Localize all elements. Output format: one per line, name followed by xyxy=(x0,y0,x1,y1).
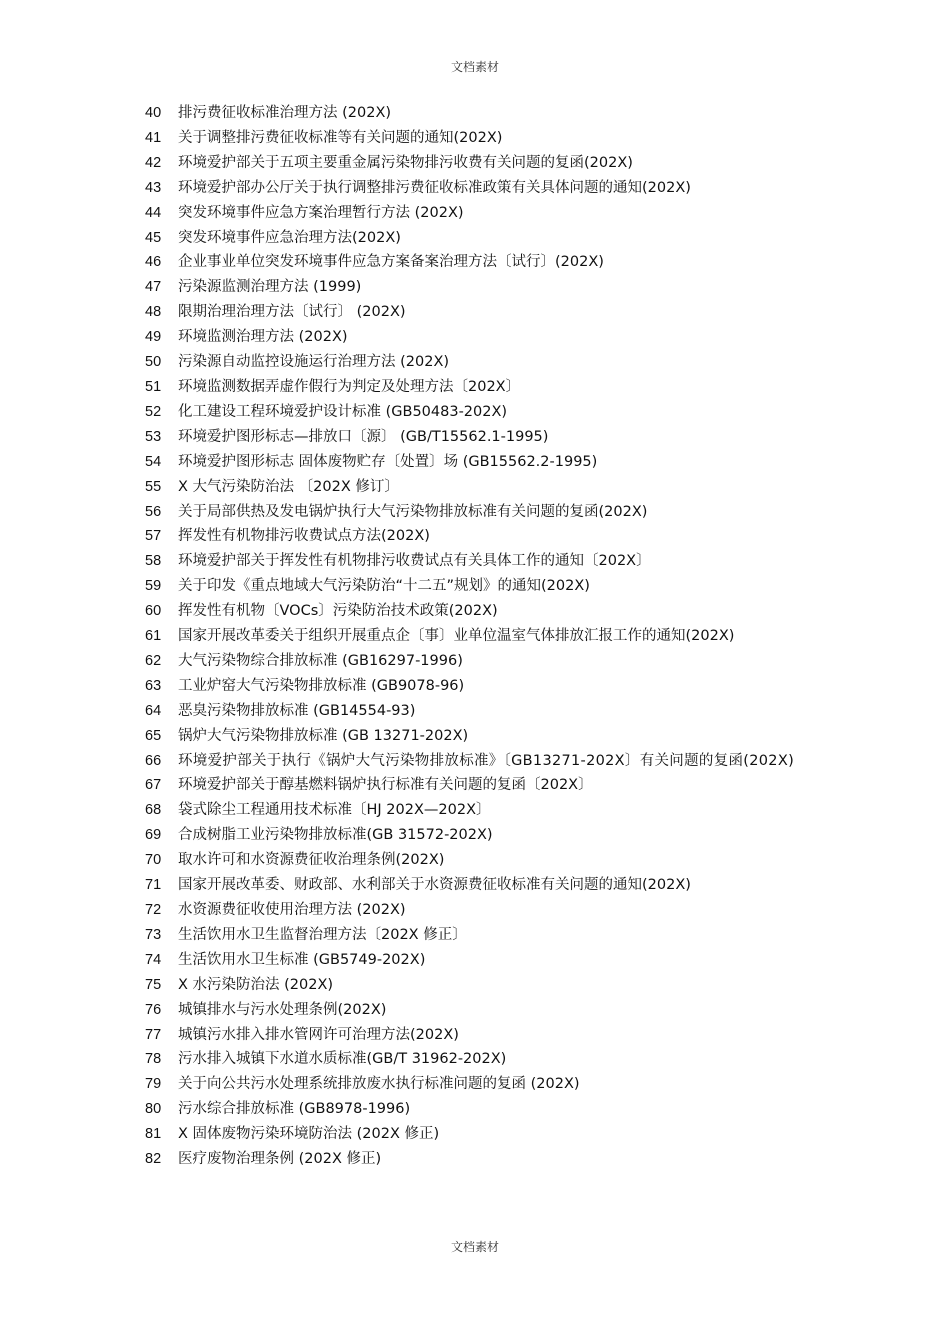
item-title: 限期治理治理方法〔试行〕 (202X) xyxy=(178,304,406,321)
item-number: 66 xyxy=(145,752,162,769)
item-number: 79 xyxy=(145,1076,162,1093)
item-number: 60 xyxy=(145,603,162,620)
item-title: 环境爱护部关于执行《锅炉大气污染物排放标准》〔GB13271-202X〕有关问题的复函(202X) xyxy=(178,752,795,769)
list-item xyxy=(145,948,825,973)
item-number: 78 xyxy=(145,1051,162,1068)
list-item xyxy=(145,101,825,126)
item-title: 生活饮用水卫生标准 (GB5749-202X) xyxy=(178,951,426,968)
list-item xyxy=(145,873,825,898)
item-title: 污染源监测治理方法 (1999) xyxy=(178,279,362,296)
item-title: 污染源自动监控设施运行治理方法 (202X) xyxy=(178,354,450,371)
list-item xyxy=(145,500,825,525)
item-title: 国家开展改革委、财政部、水利部关于水资源费征收标准有关问题的通知(202X) xyxy=(178,877,691,894)
list-item xyxy=(145,1072,825,1097)
page-header: 文档素材 xyxy=(450,60,499,74)
item-number: 75 xyxy=(145,976,162,993)
item-number: 68 xyxy=(145,802,162,819)
item-title: X 大气污染防治法 〔202X 修订〕 xyxy=(178,478,399,495)
list-item xyxy=(145,973,825,998)
list-item xyxy=(145,773,825,798)
item-title: 企业事业单位突发环境事件应急方案备案治理方法〔试行〕(202X) xyxy=(178,254,604,271)
list-item xyxy=(145,176,825,201)
item-title: 环境爱护部关于醇基燃料锅炉执行标准有关问题的复函〔202X〕 xyxy=(178,777,593,794)
item-number: 80 xyxy=(145,1101,162,1118)
list-item xyxy=(145,425,825,450)
item-number: 51 xyxy=(145,378,162,395)
item-title: 锅炉大气污染物排放标准 (GB 13271-202X) xyxy=(178,727,469,744)
list-item xyxy=(145,201,825,226)
item-number: 59 xyxy=(145,578,162,595)
item-title: 城镇污水排入排水管网许可治理方法(202X) xyxy=(178,1026,459,1043)
item-title: 环境监测治理方法 (202X) xyxy=(178,329,348,346)
list-item xyxy=(145,450,825,475)
list-item xyxy=(145,1147,825,1172)
list-item xyxy=(145,898,825,923)
item-title: 关于调整排污费征收标准等有关问题的通知(202X) xyxy=(178,129,503,146)
item-title: X 水污染防治法 (202X) xyxy=(178,976,334,993)
item-number: 65 xyxy=(145,727,162,744)
item-number: 56 xyxy=(145,503,162,520)
item-number: 63 xyxy=(145,677,162,694)
list-item xyxy=(145,1122,825,1147)
list-item xyxy=(145,300,825,325)
item-number: 73 xyxy=(145,926,162,943)
list-item xyxy=(145,475,825,500)
list-item xyxy=(145,325,825,350)
list-item xyxy=(145,524,825,549)
item-number: 44 xyxy=(145,204,162,221)
item-number: 77 xyxy=(145,1026,162,1043)
item-title: 环境爱护部关于五项主要重金属污染物排污收费有关问题的复函(202X) xyxy=(178,154,633,171)
item-title: 大气污染物综合排放标准 (GB16297-1996) xyxy=(178,652,463,669)
item-number: 57 xyxy=(145,528,162,545)
item-title: 化工建设工程环境爱护设计标准 (GB50483-202X) xyxy=(178,403,508,420)
item-number: 49 xyxy=(145,329,162,346)
item-title: 突发环境事件应急方案治理暂行方法 (202X) xyxy=(178,204,464,221)
item-number: 54 xyxy=(145,453,162,470)
item-title: 恶臭污染物排放标准 (GB14554-93) xyxy=(178,702,416,719)
item-number: 40 xyxy=(145,105,162,121)
item-number: 76 xyxy=(145,1001,162,1018)
item-title: 环境爱护图形标志—排放口〔源〕 (GB/T15562.1-1995) xyxy=(178,428,549,445)
list-item xyxy=(145,350,825,375)
list-item xyxy=(145,923,825,948)
item-number: 67 xyxy=(145,777,162,794)
item-title: 环境爱护部关于挥发性有机物排污收费试点有关具体工作的通知〔202X〕 xyxy=(178,553,651,570)
item-title: 环境爱护图形标志 固体废物贮存〔处置〕场 (GB15562.2-1995) xyxy=(178,453,598,470)
list-item xyxy=(145,151,825,176)
page-footer: 文档素材 xyxy=(450,1240,499,1254)
item-number: 71 xyxy=(145,877,162,894)
list-item xyxy=(145,1047,825,1072)
item-title: 合成树脂工业污染物排放标准(GB 31572-202X) xyxy=(178,827,493,844)
item-number: 42 xyxy=(145,154,162,171)
item-title: 医疗废物治理条例 (202X 修正) xyxy=(178,1151,382,1168)
item-title: 生活饮用水卫生监督治理方法〔202X 修正〕 xyxy=(178,926,467,943)
item-title: 排污费征收标准治理方法 (202X) xyxy=(178,105,392,121)
item-title: 关于局部供热及发电锅炉执行大气污染物排放标准有关问题的复函(202X) xyxy=(178,503,648,520)
item-number: 43 xyxy=(145,179,162,196)
item-title: 挥发性有机物排污收费试点方法(202X) xyxy=(178,528,430,545)
item-number: 55 xyxy=(145,478,162,495)
item-title: 国家开展改革委关于组织开展重点企〔事〕业单位温室气体排放汇报工作的通知(202X) xyxy=(178,628,735,645)
item-title: 袋式除尘工程通用技术标准〔HJ 202X—202X〕 xyxy=(178,802,491,819)
list-item xyxy=(145,798,825,823)
list-item xyxy=(145,724,825,749)
list-item xyxy=(145,275,825,300)
item-title: 污水综合排放标准 (GB8978-1996) xyxy=(178,1101,411,1118)
item-number: 61 xyxy=(145,628,162,645)
regulation-list xyxy=(145,101,825,1172)
list-item xyxy=(145,649,825,674)
item-number: 81 xyxy=(145,1126,162,1143)
item-title: 工业炉窑大气污染物排放标准 (GB9078-96) xyxy=(178,677,465,694)
list-item xyxy=(145,1023,825,1048)
item-title: 水资源费征收使用治理方法 (202X) xyxy=(178,902,406,918)
list-item xyxy=(145,400,825,425)
list-item xyxy=(145,226,825,251)
item-number: 52 xyxy=(145,403,162,420)
item-title: 关于印发《重点地域大气污染防治“十二五”规划》的通知(202X) xyxy=(178,578,590,595)
item-number: 72 xyxy=(145,902,162,918)
list-item xyxy=(145,823,825,848)
list-item xyxy=(145,624,825,649)
list-item xyxy=(145,699,825,724)
item-number: 48 xyxy=(145,304,162,321)
item-number: 58 xyxy=(145,553,162,570)
list-item xyxy=(145,549,825,574)
item-number: 53 xyxy=(145,428,162,445)
item-number: 62 xyxy=(145,652,162,669)
item-number: 46 xyxy=(145,254,162,271)
item-title: 取水许可和水资源费征收治理条例(202X) xyxy=(178,852,445,869)
item-number: 74 xyxy=(145,951,162,968)
list-item xyxy=(145,599,825,624)
list-item xyxy=(145,749,825,774)
item-number: 47 xyxy=(145,279,162,296)
item-number: 70 xyxy=(145,852,162,869)
list-item xyxy=(145,250,825,275)
item-number: 64 xyxy=(145,702,162,719)
item-number: 45 xyxy=(145,229,162,246)
item-title: 污水排入城镇下水道水质标准(GB/T 31962-202X) xyxy=(178,1051,507,1068)
item-number: 69 xyxy=(145,827,162,844)
item-title: 挥发性有机物〔VOCs〕污染防治技术政策(202X) xyxy=(178,603,498,620)
item-title: X 固体废物污染环境防治法 (202X 修正) xyxy=(178,1126,440,1143)
list-item xyxy=(145,674,825,699)
item-number: 50 xyxy=(145,354,162,371)
list-item xyxy=(145,1097,825,1122)
list-item xyxy=(145,998,825,1023)
list-item xyxy=(145,574,825,599)
item-title: 关于向公共污水处理系统排放废水执行标准问题的复函 (202X) xyxy=(178,1076,580,1093)
item-title: 城镇排水与污水处理条例(202X) xyxy=(178,1001,387,1018)
list-item xyxy=(145,848,825,873)
list-item xyxy=(145,375,825,400)
item-title: 环境爱护部办公厅关于执行调整排污费征收标准政策有关具体问题的通知(202X) xyxy=(178,179,691,196)
item-title: 环境监测数据弄虚作假行为判定及处理方法〔202X〕 xyxy=(178,378,521,395)
list-item xyxy=(145,126,825,151)
item-number: 82 xyxy=(145,1151,162,1168)
item-title: 突发环境事件应急治理方法(202X) xyxy=(178,229,401,246)
item-number: 41 xyxy=(145,129,162,146)
